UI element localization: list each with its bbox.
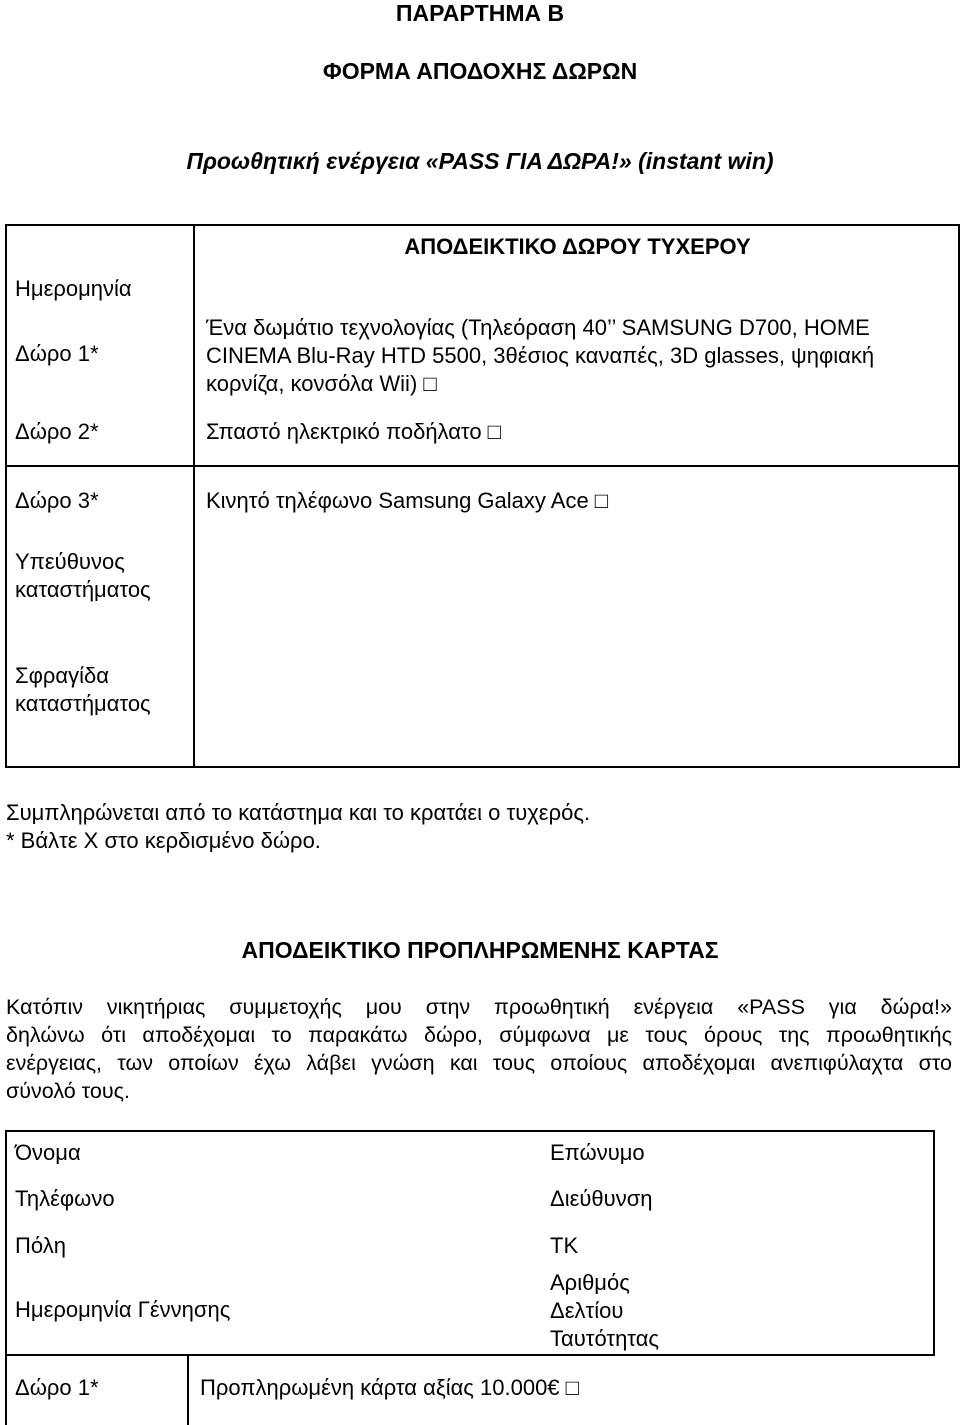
stamp-label-line2: καταστήματος	[15, 691, 151, 716]
paragraph-line: σύνολό τους.	[6, 1079, 130, 1103]
id-label-line3: Ταυτότητας	[550, 1326, 660, 1351]
gift2-desc: Σπαστό ηλεκτρικό ποδήλατο □	[206, 419, 501, 444]
card-gift-desc: Προπληρωμένη κάρτα αξίας 10.000€ □	[200, 1375, 579, 1400]
table2-left-border	[5, 1130, 7, 1425]
card-gift-label: Δώρο 1*	[15, 1375, 99, 1400]
table2-top-border	[5, 1130, 935, 1132]
table1-divider	[193, 224, 195, 768]
table2-right-border	[933, 1130, 935, 1355]
surname-label: Επώνυμο	[550, 1140, 645, 1165]
gift1-desc-line2: CINEMA Blu-Ray HTD 5500, 3θέσιος καναπές, 3D glasses, ψηφιακή	[206, 343, 875, 368]
birthdate-label: Ημερομηνία Γέννησης	[15, 1297, 231, 1322]
gift2-label: Δώρο 2*	[15, 419, 99, 444]
gift1-desc-line1: Ένα δωμάτιο τεχνολογίας (Τηλεόραση 40’’ SAMSUNG D700, HOME	[206, 315, 870, 340]
table1-top-border	[5, 224, 960, 226]
id-label-line1: Αριθμός	[550, 1270, 630, 1295]
table2-gift-divider	[187, 1354, 189, 1425]
manager-label-line1: Υπεύθυνος	[15, 549, 125, 574]
paragraph-line: δηλώνω ότι αποδέχομαι το παρακάτω δώρο, σύμφωνα με τους όρους της προωθητικής	[6, 1023, 952, 1047]
receipt-title: ΑΠΟΔΕΙΚΤΙΚΟ ΔΩΡΟΥ ΤΥΧΕΡΟΥ	[404, 234, 751, 259]
id-label-line2: Δελτίου	[550, 1298, 624, 1323]
city-label: Πόλη	[15, 1233, 66, 1258]
zip-label: ΤΚ	[550, 1233, 579, 1258]
paragraph-line: Κατόπιν νικητήριας συμμετοχής μου στην προωθητική ενέργεια «PASS για δώρα!»	[6, 995, 952, 1019]
table1-bottom-border	[5, 766, 960, 768]
name-label: Όνομα	[15, 1140, 81, 1165]
date-label: Ημερομηνία	[15, 276, 132, 301]
table1-left-border	[5, 224, 7, 768]
note-mark-gift: * Βάλτε Χ στο κερδισμένο δώρο.	[6, 828, 321, 853]
address-label: Διεύθυνση	[550, 1186, 653, 1211]
table2-row-divider	[5, 1354, 935, 1356]
card-title: ΑΠΟΔΕΙΚΤΙΚΟ ΠΡΟΠΛΗΡΩΜΕΝΗΣ ΚΑΡΤΑΣ	[241, 937, 719, 963]
annex-title: ΠΑΡΑΡΤΗΜΑ Β	[395, 0, 565, 26]
table1-row-divider	[5, 465, 960, 467]
promo-title: Προωθητική ενέργεια «PASS ΓΙΑ ΔΩΡΑ!» (instant win)	[186, 148, 774, 174]
gift1-desc-line3: κορνίζα, κονσόλα Wii) □	[206, 371, 437, 396]
manager-label-line2: καταστήματος	[15, 577, 151, 602]
phone-label: Τηλέφωνο	[15, 1186, 115, 1211]
acceptance-paragraph	[6, 993, 952, 1105]
gift3-label: Δώρο 3*	[15, 488, 99, 513]
note-filled-by-store: Συμπληρώνεται από το κατάστημα και το κρατάει ο τυχερός.	[6, 800, 591, 825]
form-title: ΦΟΡΜΑ ΑΠΟΔΟΧΗΣ ΔΩΡΩΝ	[322, 58, 638, 84]
paragraph-line: ενέργειας, των οποίων έχω λάβει γνώση και τους οποίους αποδέχομαι ανεπιφύλαχτα στο	[6, 1051, 952, 1075]
stamp-label-line1: Σφραγίδα	[15, 663, 109, 688]
gift1-label: Δώρο 1*	[15, 341, 99, 366]
gift3-desc: Κινητό τηλέφωνο Samsung Galaxy Ace □	[206, 488, 609, 513]
